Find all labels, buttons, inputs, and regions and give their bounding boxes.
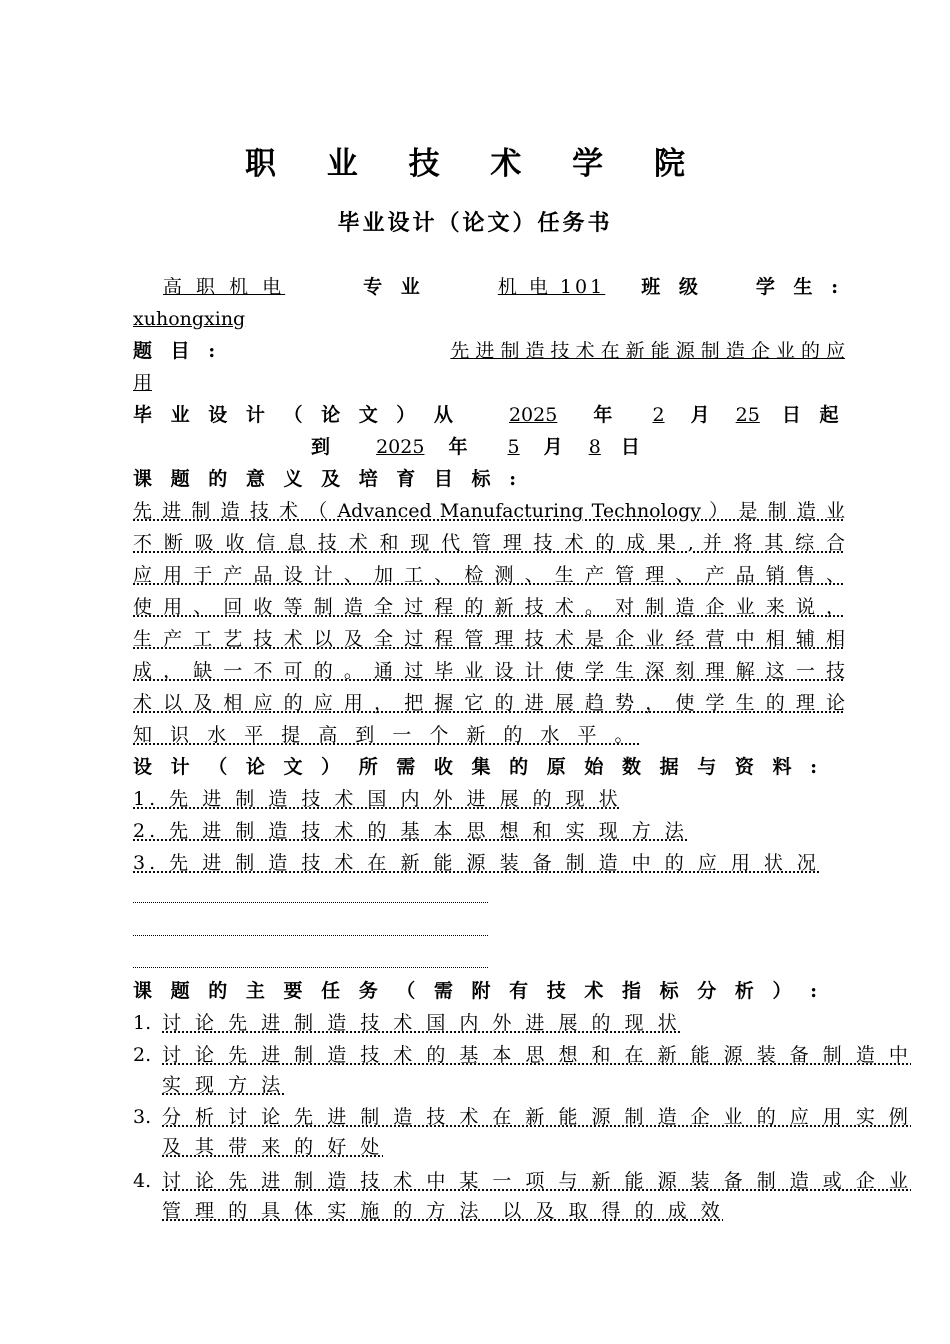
document-subtitle: 毕业设计（论文）任务书	[337, 210, 613, 236]
task-line: 讨 论 先 进 制 造 技 术 的 基 本 思 想 和 在 新 能 源 装 备 制 造 中	[162, 1044, 912, 1066]
tasks-heading: 课 题 的 主 要 任 务 （ 需 附 有 技 术 指 标 分 析 ） :	[133, 980, 824, 1002]
significance-line: 先 进 制 造 技 术 （ Advanced Manufacturing Technology ） 是 制 造 业	[133, 500, 845, 522]
blank-line	[133, 902, 488, 903]
significance-line: 不 断 吸 收 信 息 技 术 和 现 代 管 理 技 术 的 成 果 , 并 将 其 综 合	[133, 532, 845, 554]
topic-line-1: 先 进 制 造 技 术 在 新 能 源 制 造 企 业 的 应	[450, 340, 845, 362]
period-row: 毕 业 设 计 （ 论 文 ） 从 2025 年 2 月 25 日 起	[133, 404, 845, 426]
student-name: xuhongxing	[133, 308, 246, 330]
significance-line: 术 以 及 相 应 的 应 用 ， 把 握 它 的 进 展 趋 势 ， 使 学 生 的 理 论	[133, 692, 845, 714]
major-label: 专 业	[363, 276, 426, 298]
end-year: 2025	[376, 436, 425, 458]
period-label: 毕 业 设 计 （ 论 文 ） 从	[133, 404, 459, 426]
task-number: 4.	[133, 1170, 152, 1192]
class-value: 机 电 101	[497, 276, 606, 298]
class-label: 班 级	[641, 276, 704, 298]
materials-heading: 设 计 （ 论 文 ） 所 需 收 集 的 原 始 数 据 与 资 料 :	[133, 756, 824, 778]
task-line-cont: 管 理 的 具 体 实 施 的 方 法 以 及 取 得 的 成 效	[162, 1200, 724, 1222]
materials-item: 2. 先 进 制 造 技 术 的 基 本 思 想 和 实 现 方 法	[133, 820, 688, 842]
task-number: 1.	[133, 1012, 152, 1034]
task-line: 分 析 讨 论 先 进 制 造 技 术 在 新 能 源 制 造 企 业 的 应 用 实 例	[162, 1106, 912, 1128]
period-end-row: 到 2025 年 5 月 8 日	[311, 436, 646, 458]
start-year: 2025	[508, 404, 558, 426]
student-row	[133, 306, 269, 332]
task-line: 讨 论 先 进 制 造 技 术 国 内 外 进 展 的 现 状	[162, 1012, 681, 1034]
materials-item: 1. 先 进 制 造 技 术 国 内 外 进 展 的 现 状	[133, 788, 622, 810]
topic-label: 题 目 :	[133, 340, 222, 362]
significance-line-last: 知 识 水 平 提 高 到 一 个 新 的 水 平 。	[133, 724, 640, 746]
student-label: 学 生 :	[755, 276, 845, 298]
topic-line-2: 用	[133, 372, 153, 394]
significance-line: 生 产 工 艺 技 术 以 及 全 过 程 管 理 技 术 是 企 业 经 营 中 相 辅 相	[133, 628, 845, 650]
significance-line: 应 用 于 产 品 设 计 、 加 工 、 检 测 、 生 产 管 理 、 产 品 销 售 、	[133, 564, 845, 586]
task-number: 3.	[133, 1106, 152, 1128]
end-month: 5	[507, 436, 520, 458]
significance-line: 使 用 、 回 收 等 制 造 全 过 程 的 新 技 术 。 对 制 造 企 业 来 说 ，	[133, 596, 845, 618]
to-label: 到	[311, 436, 337, 458]
materials-item: 3. 先 进 制 造 技 术 在 新 能 源 装 备 制 造 中 的 应 用 状 况	[133, 852, 820, 874]
task-line-cont: 及 其 带 来 的 好 处	[162, 1136, 384, 1158]
info-row	[133, 274, 844, 300]
end-day: 8	[588, 436, 601, 458]
start-month: 2	[652, 404, 665, 426]
task-line-cont: 实 现 方 法	[162, 1074, 285, 1096]
start-day: 25	[735, 404, 760, 426]
blank-line	[133, 935, 488, 936]
start-suffix: 日 起	[781, 404, 845, 426]
significance-heading: 课 题 的 意 义 及 培 育 目 标 :	[133, 468, 523, 490]
blank-line	[133, 967, 488, 968]
task-line: 讨 论 先 进 制 造 技 术 中 某 一 项 与 新 能 源 装 备 制 造 或 企 业	[162, 1170, 912, 1192]
document-title: 职 业 技 术 学 院	[245, 146, 705, 182]
dept-value: 高 职 机 电	[163, 276, 286, 298]
significance-line: 成 ， 缺 一 不 可 的 。 通 过 毕 业 设 计 使 学 生 深 刻 理 解 这 一 技	[133, 660, 845, 682]
task-number: 2.	[133, 1044, 152, 1066]
